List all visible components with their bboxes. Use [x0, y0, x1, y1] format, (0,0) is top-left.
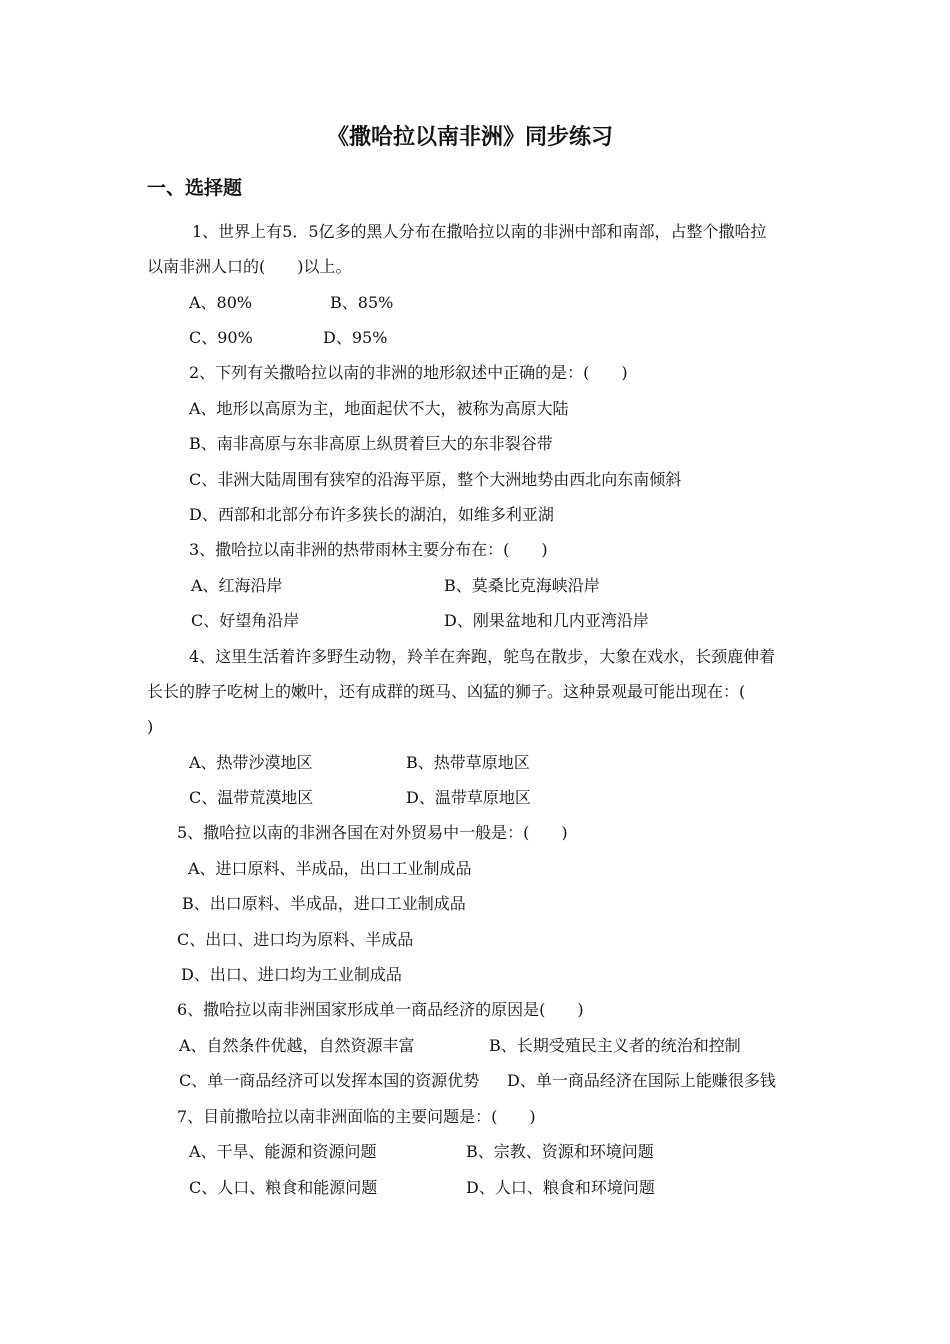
question-7-option-b: B、宗教、资源和环境问题	[466, 1142, 654, 1161]
question-2-option-a: A、地形以高原为主，地面起伏不大，被称为高原大陆	[189, 399, 569, 418]
question-6-option-c: C、单一商品经济可以发挥本国的资源优势	[179, 1071, 480, 1090]
question-6-option-d: D、单一商品经济在国际上能赚很多钱	[507, 1071, 776, 1090]
question-3-option-c: C、好望角沿岸	[191, 611, 300, 630]
question-7-option-c: C、人口、粮食和能源问题	[189, 1178, 378, 1197]
question-2-stem: 2、下列有关撒哈拉以南的非洲的地形叙述中正确的是：( )	[189, 363, 628, 382]
question-4-option-d: D、温带草原地区	[406, 788, 531, 807]
question-6-option-a: A、自然条件优越，自然资源丰富	[179, 1036, 415, 1055]
question-1-option-c: C、90%	[189, 328, 253, 347]
question-4-option-c: C、温带荒漠地区	[189, 788, 314, 807]
section-heading: 一、选择题	[147, 177, 243, 199]
question-5-stem: 5、撒哈拉以南的非洲各国在对外贸易中一般是：( )	[177, 823, 568, 842]
question-4-stem: 4、这里生活着许多野生动物，羚羊在奔跑，鸵鸟在散步，大象在戏水，长颈鹿伸着	[189, 647, 776, 666]
question-2-option-b: B、南非高原与东非高原上纵贯着巨大的东非裂谷带	[189, 434, 553, 453]
question-3-option-a: A、红海沿岸	[191, 576, 283, 595]
question-7-option-d: D、人口、粮食和环境问题	[466, 1178, 655, 1197]
question-5-option-b: B、出口原料、半成品，进口工业制成品	[182, 894, 466, 913]
question-5-option-a: A、进口原料、半成品，出口工业制成品	[188, 859, 472, 878]
question-3-stem: 3、撒哈拉以南非洲的热带雨林主要分布在：( )	[189, 540, 548, 559]
question-4-stem-cont: 长长的脖子吃树上的嫩叶，还有成群的斑马、凶猛的狮子。这种景观最可能出现在：(	[147, 682, 746, 701]
question-4-option-a: A、热带沙漠地区	[189, 753, 313, 772]
page-title: 《撒哈拉以南非洲》同步练习	[327, 125, 614, 150]
question-3-option-b: B、莫桑比克海峡沿岸	[444, 576, 600, 595]
question-4-stem-end: )	[147, 717, 154, 736]
question-1-option-d: D、95%	[323, 328, 388, 347]
question-4-option-b: B、热带草原地区	[406, 753, 530, 772]
question-1-stem: 1、世界上有5．5亿多的黑人分布在撒哈拉以南的非洲中部和南部，占整个撒哈拉	[192, 222, 767, 241]
question-5-option-c: C、出口、进口均为原料、半成品	[177, 930, 414, 949]
question-7-option-a: A、干旱、能源和资源问题	[189, 1142, 377, 1161]
question-5-option-d: D、出口、进口均为工业制成品	[181, 965, 402, 984]
question-2-option-d: D、西部和北部分布许多狭长的湖泊，如维多利亚湖	[189, 505, 554, 524]
question-1-option-a: A、80%	[189, 293, 253, 312]
question-1-option-b: B、85%	[330, 293, 394, 312]
question-2-option-c: C、非洲大陆周围有狭窄的沿海平原，整个大洲地势由西北向东南倾斜	[189, 470, 682, 489]
question-7-stem: 7、目前撒哈拉以南非洲面临的主要问题是：( )	[177, 1107, 536, 1126]
question-6-option-b: B、长期受殖民主义者的统治和控制	[489, 1036, 741, 1055]
question-1-stem-cont: 以南非洲人口的( )以上。	[147, 257, 352, 276]
question-6-stem: 6、撒哈拉以南非洲国家形成单一商品经济的原因是( )	[177, 1000, 584, 1019]
question-3-option-d: D、刚果盆地和几内亚湾沿岸	[444, 611, 649, 630]
